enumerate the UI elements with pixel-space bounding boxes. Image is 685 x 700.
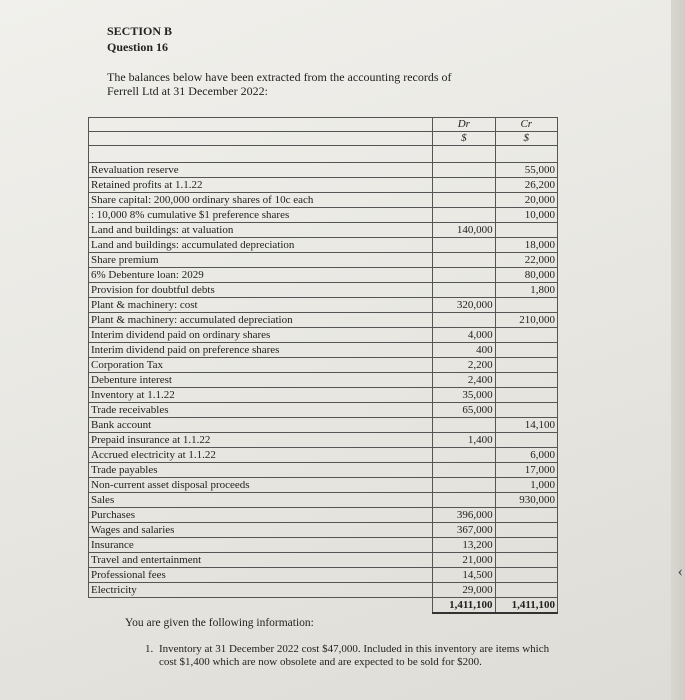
- account-name: 6% Debenture loan: 2029: [89, 268, 433, 283]
- credit-amount: 17,000: [495, 463, 557, 478]
- credit-amount: 210,000: [495, 313, 557, 328]
- table-unit-row: [89, 132, 558, 146]
- given-info-heading: You are given the following information:: [125, 617, 314, 629]
- table-row: [89, 298, 558, 313]
- debit-amount: [433, 478, 495, 493]
- account-name: Land and buildings: accumulated depreciation: [89, 238, 433, 253]
- debit-amount: 140,000: [433, 223, 495, 238]
- credit-amount: 55,000: [495, 163, 557, 178]
- account-name: Interim dividend paid on ordinary shares: [89, 328, 433, 343]
- account-name: Plant & machinery: accumulated depreciation: [89, 313, 433, 328]
- debit-amount: 29,000: [433, 583, 495, 598]
- account-name: Electricity: [89, 583, 433, 598]
- debit-amount: 65,000: [433, 403, 495, 418]
- credit-amount: 14,100: [495, 418, 557, 433]
- debit-amount: 400: [433, 343, 495, 358]
- account-name: Trade payables: [89, 463, 433, 478]
- table-row: [89, 373, 558, 388]
- table-row: [89, 163, 558, 178]
- debit-amount: [433, 268, 495, 283]
- debit-amount: [433, 253, 495, 268]
- credit-amount: 18,000: [495, 238, 557, 253]
- debit-amount: 367,000: [433, 523, 495, 538]
- table-row: [89, 388, 558, 403]
- account-name: Accrued electricity at 1.1.22: [89, 448, 433, 463]
- note-text: Inventory at 31 December 2022 cost $47,000. Included in this inventory are items which cost $1,400 which are now obsolete and are expected to be sold for $200.: [159, 643, 550, 668]
- credit-amount: 22,000: [495, 253, 557, 268]
- table-row: [89, 568, 558, 583]
- credit-amount: 80,000: [495, 268, 557, 283]
- cr-unit: $: [495, 132, 557, 146]
- credit-amount: 20,000: [495, 193, 557, 208]
- debit-amount: [433, 208, 495, 223]
- table-row: [89, 403, 558, 418]
- credit-amount: 930,000: [495, 493, 557, 508]
- debit-amount: [433, 448, 495, 463]
- table-row: [89, 283, 558, 298]
- account-name: Purchases: [89, 508, 433, 523]
- table-spacer-row: [89, 146, 558, 163]
- table-row: [89, 418, 558, 433]
- dr-column-header: Dr: [433, 118, 495, 132]
- totals-row: [89, 598, 558, 614]
- intro-text: The balances below have been extracted from the accounting records of Ferrell Ltd at 31 December 2022:: [107, 70, 452, 98]
- credit-amount: 1,000: [495, 478, 557, 493]
- table-row: [89, 433, 558, 448]
- debit-amount: 35,000: [433, 388, 495, 403]
- account-name: Retained profits at 1.1.22: [89, 178, 433, 193]
- debit-amount: 396,000: [433, 508, 495, 523]
- debit-amount: [433, 283, 495, 298]
- account-name: Travel and entertainment: [89, 553, 433, 568]
- table-row: [89, 253, 558, 268]
- credit-amount: 6,000: [495, 448, 557, 463]
- table-row: [89, 493, 558, 508]
- debit-amount: 1,400: [433, 433, 495, 448]
- header-blank-cell: [89, 118, 433, 132]
- account-name: Share capital: 200,000 ordinary shares of 10c each: [89, 193, 433, 208]
- credit-amount: [495, 373, 557, 388]
- table-row: [89, 178, 558, 193]
- account-name: Professional fees: [89, 568, 433, 583]
- table-header-row: [89, 118, 558, 132]
- table-row: [89, 268, 558, 283]
- account-name: Provision for doubtful debts: [89, 283, 433, 298]
- credit-amount: [495, 358, 557, 373]
- debit-amount: 2,400: [433, 373, 495, 388]
- table-row: [89, 358, 558, 373]
- debit-amount: 4,000: [433, 328, 495, 343]
- debit-total: 1,411,100: [433, 598, 495, 614]
- debit-amount: [433, 493, 495, 508]
- debit-amount: [433, 163, 495, 178]
- table-row: [89, 193, 558, 208]
- table-row: [89, 583, 558, 598]
- table-row: [89, 553, 558, 568]
- account-name: Plant & machinery: cost: [89, 298, 433, 313]
- credit-amount: [495, 583, 557, 598]
- account-name: Bank account: [89, 418, 433, 433]
- account-name: : 10,000 8% cumulative $1 preference shares: [89, 208, 433, 223]
- debit-amount: 320,000: [433, 298, 495, 313]
- credit-amount: [495, 433, 557, 448]
- section-heading: SECTION B: [107, 24, 173, 38]
- table-row: [89, 523, 558, 538]
- cr-column-header: Cr: [495, 118, 557, 132]
- note-item: [145, 643, 585, 669]
- page-edge-shadow: [671, 0, 685, 700]
- credit-amount: [495, 298, 557, 313]
- account-name: Sales: [89, 493, 433, 508]
- table-row: [89, 223, 558, 238]
- debit-amount: [433, 178, 495, 193]
- table-row: [89, 238, 558, 253]
- debit-amount: 21,000: [433, 553, 495, 568]
- table-row: [89, 208, 558, 223]
- table-row: [89, 328, 558, 343]
- debit-amount: 2,200: [433, 358, 495, 373]
- table-row: [89, 463, 558, 478]
- account-name: Share premium: [89, 253, 433, 268]
- account-name: Prepaid insurance at 1.1.22: [89, 433, 433, 448]
- debit-amount: 14,500: [433, 568, 495, 583]
- unit-blank-cell: [89, 132, 433, 146]
- account-name: Wages and salaries: [89, 523, 433, 538]
- account-name: Corporation Tax: [89, 358, 433, 373]
- notes-list: [145, 643, 585, 669]
- debit-amount: [433, 238, 495, 253]
- table-row: [89, 508, 558, 523]
- account-name: Debenture interest: [89, 373, 433, 388]
- credit-amount: [495, 403, 557, 418]
- credit-amount: [495, 223, 557, 238]
- credit-amount: 1,800: [495, 283, 557, 298]
- debit-amount: [433, 313, 495, 328]
- credit-amount: [495, 388, 557, 403]
- account-name: Revaluation reserve: [89, 163, 433, 178]
- credit-amount: [495, 523, 557, 538]
- account-name: Land and buildings: at valuation: [89, 223, 433, 238]
- table-row: [89, 448, 558, 463]
- table-row: [89, 313, 558, 328]
- credit-amount: [495, 568, 557, 583]
- account-name: Insurance: [89, 538, 433, 553]
- debit-amount: 13,200: [433, 538, 495, 553]
- account-name: Inventory at 1.1.22: [89, 388, 433, 403]
- credit-amount: [495, 328, 557, 343]
- trial-balance-table: [88, 117, 558, 614]
- credit-amount: [495, 343, 557, 358]
- account-name: Non-current asset disposal proceeds: [89, 478, 433, 493]
- credit-amount: 26,200: [495, 178, 557, 193]
- chevron-left-icon[interactable]: ‹: [677, 563, 683, 580]
- debit-amount: [433, 463, 495, 478]
- table-row: [89, 538, 558, 553]
- credit-amount: [495, 538, 557, 553]
- totals-blank: [89, 598, 433, 614]
- credit-amount: 10,000: [495, 208, 557, 223]
- debit-amount: [433, 193, 495, 208]
- table-row: [89, 343, 558, 358]
- question-heading: Question 16: [107, 40, 169, 54]
- dr-unit: $: [433, 132, 495, 146]
- table-row: [89, 478, 558, 493]
- note-number: 1.: [145, 643, 154, 655]
- credit-amount: [495, 553, 557, 568]
- account-name: Interim dividend paid on preference shares: [89, 343, 433, 358]
- credit-total: 1,411,100: [495, 598, 557, 614]
- account-name: Trade receivables: [89, 403, 433, 418]
- credit-amount: [495, 508, 557, 523]
- debit-amount: [433, 418, 495, 433]
